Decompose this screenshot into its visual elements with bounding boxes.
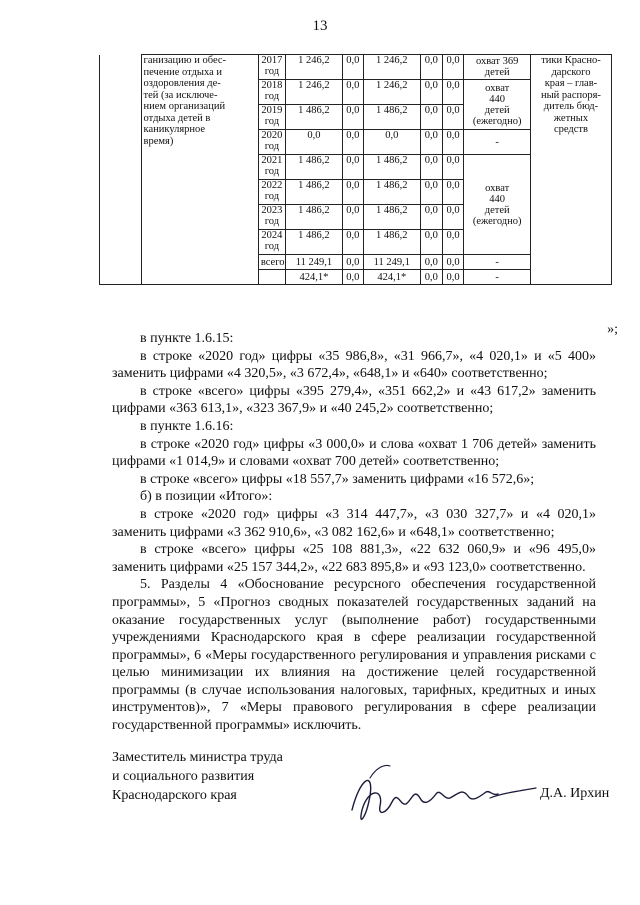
other-cell: 0,0 — [442, 180, 464, 205]
other-cell: 0,0 — [442, 230, 464, 255]
outcome-line: 440 — [489, 93, 506, 105]
total-cell: 1 246,2 — [285, 80, 342, 105]
year-cell — [258, 130, 285, 155]
outcome-line: охват — [485, 182, 510, 194]
executor-line: ный распоря- — [540, 89, 601, 101]
year-cell — [258, 205, 285, 230]
year-unit: год — [264, 166, 280, 177]
year-cell — [258, 105, 285, 130]
table-number-cell — [100, 55, 142, 285]
local-cell: 0,0 — [420, 270, 442, 285]
regional-cell: 1 486,2 — [363, 230, 420, 255]
federal-cell: 0,0 — [342, 55, 363, 80]
local-cell: 0,0 — [420, 80, 442, 105]
description-line: отдыха детей в — [143, 112, 211, 124]
regional-cell: 1 246,2 — [363, 80, 420, 105]
outcome-cell: - — [464, 255, 530, 270]
year-value: 2017 — [261, 55, 283, 66]
executor-line: тики Красно- — [541, 55, 601, 66]
paragraph: в строке «всего» цифры «25 108 881,3», «22 632 060,9» и «96 495,0» заменить цифрами «25 157 344,2», «22 683 895,8» и «93 123,0» соответственно. — [112, 542, 596, 575]
description-line: ганизацию и обес- — [143, 55, 227, 66]
regional-cell: 11 249,1 — [363, 255, 420, 270]
outcome-line: (ежегодно) — [472, 115, 522, 127]
total-cell: 1 486,2 — [285, 105, 342, 130]
total-cell: 11 249,1 — [285, 255, 342, 270]
local-cell: 0,0 — [420, 55, 442, 80]
other-cell: 0,0 — [442, 155, 464, 180]
regional-cell: 1 486,2 — [363, 155, 420, 180]
regional-cell: 1 486,2 — [363, 205, 420, 230]
year-cell — [258, 80, 285, 105]
finance-table — [99, 54, 612, 285]
signatory-position — [112, 748, 283, 805]
amendment-text — [112, 330, 596, 735]
outcome-line: 440 — [489, 193, 506, 205]
federal-cell: 0,0 — [342, 130, 363, 155]
paragraph: в строке «всего» цифры «18 557,7» заменить цифрами «16 572,6»; — [140, 471, 535, 487]
year-value: 2019 — [261, 105, 283, 116]
measure-description-cell — [141, 55, 258, 285]
regional-cell: 0,0 — [363, 130, 420, 155]
year-unit: год — [264, 141, 280, 152]
other-cell: 0,0 — [442, 130, 464, 155]
other-cell: 0,0 — [442, 55, 464, 80]
regional-cell: 424,1* — [363, 270, 420, 285]
local-cell: 0,0 — [420, 155, 442, 180]
year-cell — [258, 230, 285, 255]
position-line: Заместитель министра труда — [112, 750, 283, 765]
year-unit: год — [264, 66, 280, 77]
year-value: 2023 — [261, 205, 283, 216]
executor-cell — [530, 55, 611, 285]
total-label-cell: всего — [258, 255, 285, 270]
table-row — [100, 55, 612, 80]
federal-cell: 0,0 — [342, 180, 363, 205]
outcome-cell: - — [464, 130, 530, 155]
local-cell: 0,0 — [420, 230, 442, 255]
local-cell: 0,0 — [420, 180, 442, 205]
regional-cell: 1 246,2 — [363, 55, 420, 80]
description-line: каникулярное — [143, 124, 206, 135]
regional-cell: 1 486,2 — [363, 180, 420, 205]
year-value: 2024 — [261, 230, 283, 241]
star-label-cell — [258, 270, 285, 285]
year-unit: год — [264, 91, 280, 102]
paragraph: б) в позиции «Итого»: — [140, 489, 273, 505]
outcome-cell — [464, 155, 530, 255]
outcome-cell: - — [464, 270, 530, 285]
year-value: 2020 — [261, 130, 283, 141]
federal-cell: 0,0 — [342, 230, 363, 255]
position-line: Краснодарского края — [112, 788, 237, 803]
description-line: время) — [143, 135, 174, 147]
paragraph: в строке «2020 год» цифры «3 000,0» и слова «охват 1 706 детей» заменить цифрами «1 014,9» и словами «охват 700 детей» соответственно; — [112, 436, 596, 470]
total-cell: 1 246,2 — [285, 55, 342, 80]
federal-cell: 0,0 — [342, 80, 363, 105]
page-number: 13 — [312, 18, 328, 34]
outcome-cell — [464, 80, 530, 130]
description-line: печение отдыха и — [143, 66, 222, 78]
year-value: 2018 — [261, 80, 283, 91]
signatory-name: Д.А. Ирхин — [540, 786, 610, 801]
federal-cell: 0,0 — [342, 155, 363, 180]
total-cell: 424,1* — [285, 270, 342, 285]
total-cell: 0,0 — [285, 130, 342, 155]
other-cell: 0,0 — [442, 255, 464, 270]
year-unit: год — [264, 116, 280, 127]
other-cell: 0,0 — [442, 80, 464, 105]
description-line: нием организаций — [143, 101, 226, 112]
executor-line: жетных — [553, 112, 589, 124]
handwritten-signature — [340, 748, 540, 838]
other-cell: 0,0 — [442, 270, 464, 285]
executor-line: средств — [553, 124, 588, 135]
paragraph: в пункте 1.6.16: — [140, 418, 234, 434]
year-unit: год — [264, 191, 280, 202]
executor-line: дитель бюд- — [543, 101, 599, 112]
regional-cell: 1 486,2 — [363, 105, 420, 130]
year-cell — [258, 55, 285, 80]
year-value: 2022 — [261, 180, 283, 191]
year-unit: год — [264, 241, 280, 252]
total-cell: 1 486,2 — [285, 180, 342, 205]
outcome-line: детей — [484, 104, 510, 116]
total-cell: 1 486,2 — [285, 155, 342, 180]
total-cell: 1 486,2 — [285, 205, 342, 230]
executor-line: дарского — [551, 66, 591, 78]
local-cell: 0,0 — [420, 105, 442, 130]
federal-cell: 0,0 — [342, 205, 363, 230]
outcome-line: охват — [485, 82, 510, 94]
outcome-cell: охват 369 детей — [464, 55, 530, 80]
paragraph: в строке «2020 год» цифры «35 986,8», «31 966,7», «4 020,1» и «5 400» заменить цифрами «4 320,5», «3 672,4», «648,1» и «640» соответственно; — [112, 348, 596, 382]
federal-cell: 0,0 — [342, 255, 363, 270]
position-line: и социального развития — [112, 769, 255, 784]
other-cell: 0,0 — [442, 105, 464, 130]
total-cell: 1 486,2 — [285, 230, 342, 255]
outcome-line: (ежегодно) — [472, 215, 522, 227]
year-value: 2021 — [261, 155, 283, 166]
paragraph: в пункте 1.6.15: — [140, 331, 234, 346]
federal-cell: 0,0 — [342, 105, 363, 130]
outcome-line: детей — [484, 204, 510, 216]
local-cell: 0,0 — [420, 205, 442, 230]
executor-line: края – глав- — [544, 78, 598, 89]
local-cell: 0,0 — [420, 130, 442, 155]
description-line: оздоровления де- — [143, 78, 221, 89]
closing-quote: »; — [607, 322, 618, 337]
other-cell: 0,0 — [442, 205, 464, 230]
year-cell — [258, 155, 285, 180]
paragraph: в строке «2020 год» цифры «3 314 447,7», «3 030 327,7» и «4 020,1» заменить цифрами «3 362 910,6», «3 082 162,6» и «648,1» соответственно; — [112, 506, 596, 540]
federal-cell: 0,0 — [342, 270, 363, 285]
year-unit: год — [264, 216, 280, 227]
description-line: тей (за исключе- — [143, 89, 218, 101]
local-cell: 0,0 — [420, 255, 442, 270]
year-cell — [258, 180, 285, 205]
paragraph: в строке «всего» цифры «395 279,4», «351 662,2» и «43 617,2» заменить цифрами «363 613,1», «323 367,9» и «40 245,2» соответственно; — [112, 383, 596, 417]
paragraph: 5. Разделы 4 «Обоснование ресурсного обеспечения государственной программы», 5 «Прогноз сводных показателей государственных заданий на оказание государственных услуг (выполнение работ) государственными учреждениями Краснодарского края в сфере реализации государственной программы», 6 «Меры государственного регулирования и управления рисками с целью минимизации их влияния на достижение целей государственной программы (в случае использования налоговых, тарифных, кредитных и иных инструментов)», 7 «Меры правового регулирования в сфере реализации государственной программы» исключить. — [112, 577, 596, 734]
